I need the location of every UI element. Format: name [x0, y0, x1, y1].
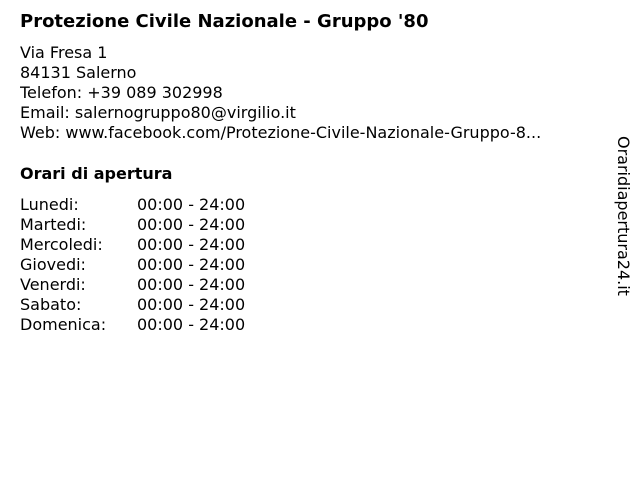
- hours-row-wednesday: [20, 235, 245, 255]
- hours-row-tuesday: [20, 215, 245, 235]
- contact-block: [20, 43, 600, 143]
- day-label: Lunedi:: [20, 195, 79, 214]
- hours-row-monday: [20, 195, 245, 215]
- time-range: 00:00 - 24:00: [137, 215, 246, 234]
- email-line[interactable]: Email: salernogruppo80@virgilio.it: [20, 103, 296, 122]
- day-label: Mercoledi:: [20, 235, 103, 254]
- hours-row-thursday: [20, 255, 245, 275]
- hours-row-friday: [20, 275, 245, 295]
- day-label: Sabato:: [20, 295, 82, 314]
- page-title: Protezione Civile Nazionale - Gruppo '80: [20, 11, 429, 32]
- time-range: 00:00 - 24:00: [137, 255, 246, 274]
- day-label: Venerdi:: [20, 275, 86, 294]
- time-range: 00:00 - 24:00: [137, 295, 246, 314]
- web-line[interactable]: Web: www.facebook.com/Protezione-Civile-Nazionale-Gruppo-8...: [20, 123, 542, 142]
- hours-heading: Orari di apertura: [20, 164, 173, 183]
- phone-line[interactable]: Telefon: +39 089 302998: [20, 83, 223, 102]
- day-label: Domenica:: [20, 315, 107, 334]
- opening-hours-table: [20, 195, 245, 335]
- time-range: 00:00 - 24:00: [137, 315, 246, 334]
- hours-row-sunday: [20, 315, 245, 335]
- address-line: Via Fresa 1: [20, 43, 108, 62]
- time-range: 00:00 - 24:00: [137, 235, 246, 254]
- day-label: Martedi:: [20, 215, 87, 234]
- time-range: 00:00 - 24:00: [137, 195, 246, 214]
- day-label: Giovedi:: [20, 255, 86, 274]
- city-line: 84131 Salerno: [20, 63, 137, 82]
- hours-row-saturday: [20, 295, 245, 315]
- brand-watermark: Oraridiapertura24.it: [614, 136, 633, 296]
- time-range: 00:00 - 24:00: [137, 275, 246, 294]
